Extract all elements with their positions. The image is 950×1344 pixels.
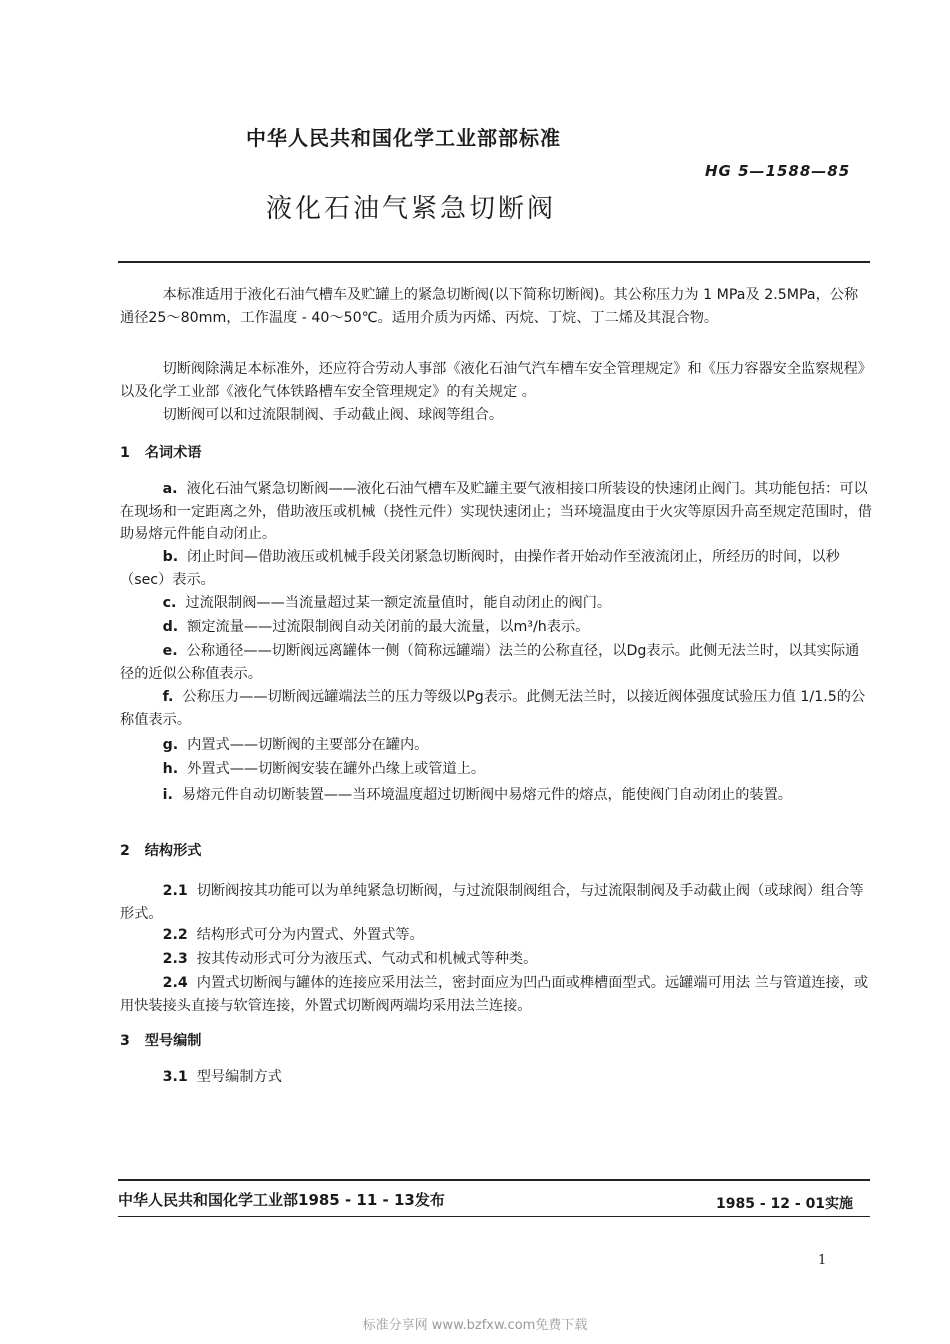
term-text: 内置式——切断阀的主要部分在罐内。	[187, 737, 429, 753]
issuing-organization: 中华人民共和国化学工业部部标准	[246, 126, 561, 150]
term-label: a.	[162, 481, 178, 497]
standard-code: HG 5—1588—85	[705, 162, 851, 180]
intro-paragraph: 切断阀除满足本标准外，还应符合劳动人事部《液化石油气汽车槽车安全管理规定》和《压力容器安全监察规程》以及化学工业部《液化气体铁路槽车安全管理规定》的有关规定 。	[120, 361, 872, 400]
clause-number: 2.1	[162, 883, 188, 899]
term-text: 液化石油气紧急切断阀——液化石油气槽车及贮罐主要气液相接口所装设的快速闭止阀门。其功能包括：可以在现场和一定距离之外，借助液压或机械（挠性元件）实现快速闭止；当环境温度由于火灾等原因升高至规定范围时，借助易熔元件能自动闭止。	[120, 481, 872, 542]
term-text: 公称通径——切断阀远离罐体一侧（简称远罐端）法兰的公称直径，以Dg表示。此侧无法兰时，以其实际通径的近似公称值表示。	[120, 643, 860, 682]
section-title: 结构形式	[144, 843, 202, 859]
section-title: 名词术语	[144, 445, 202, 461]
term-item	[120, 592, 872, 615]
clause-item	[120, 948, 872, 971]
term-label: f.	[162, 689, 174, 705]
term-label: d.	[162, 619, 179, 635]
clause-text: 内置式切断阀与罐体的连接应采用法兰，密封面应为凹凸面或榫槽面型式。远罐端可用法 兰与管道连接，或用快装接头直接与软管连接，外置式切断阀两端均采用法兰连接。	[120, 975, 869, 1014]
section-number: 1	[120, 445, 130, 461]
term-text: 额定流量——过流限制阀自动关闭前的最大流量，以m³/h表示。	[187, 619, 590, 635]
clause-item	[120, 924, 872, 947]
section-number: 3	[120, 1033, 130, 1049]
clause-text: 按其传动形式可分为液压式、气动式和机械式等种类。	[196, 951, 538, 967]
clause-text: 切断阀按其功能可以为单纯紧急切断阀，与过流限制阀组合，与过流限制阀及手动截止阀（或球阀）组合等形式。	[120, 883, 864, 922]
term-item	[120, 686, 872, 731]
intro-paragraph: 切断阀可以和过流限制阀、手动截止阀、球阀等组合。	[162, 407, 504, 423]
term-text: 闭止时间—借助液压或机械手段关闭紧急切断阀时，由操作者开始动作至液流闭止，所经历的时间，以秒（sec）表示。	[120, 549, 840, 588]
header-divider	[118, 261, 870, 263]
term-item	[120, 640, 872, 685]
section-heading	[120, 840, 872, 863]
term-label: h.	[162, 761, 179, 777]
term-text: 公称压力——切断阀远罐端法兰的压力等级以Pg表示。此侧无法兰时，以接近阀体强度试验压力值 1/1.5的公称值表示。	[120, 689, 866, 728]
section-heading	[120, 1030, 872, 1053]
term-label: b.	[162, 549, 179, 565]
term-item	[120, 546, 872, 591]
clause-number: 2.2	[162, 927, 188, 943]
term-item	[120, 784, 872, 807]
section-number: 2	[120, 843, 130, 859]
clause-text: 型号编制方式	[196, 1069, 282, 1085]
effective-date: 1985 - 12 - 01实施	[716, 1196, 854, 1212]
term-item	[120, 758, 872, 781]
term-label: e.	[162, 643, 178, 659]
document-title: 液化石油气紧急切断阀	[266, 194, 557, 224]
term-item	[120, 478, 872, 546]
clause-item	[120, 880, 872, 925]
footer-bottom-divider	[118, 1216, 870, 1217]
term-text: 易熔元件自动切断装置——当环境温度超过切断阀中易熔元件的熔点，能使阀门自动闭止的装置。	[181, 787, 792, 803]
intro-paragraph: 本标准适用于液化石油气槽车及贮罐上的紧急切断阀(以下简称切断阀)。其公称压力为 1 MPa及 2.5MPa，公称通径25～80mm，工作温度 - 40～50℃。适用介质为丙烯、丙烷、丁烷、丁二烯及其混合物。	[120, 287, 859, 326]
term-label: i.	[162, 787, 173, 803]
clause-text: 结构形式可分为内置式、外置式等。	[196, 927, 424, 943]
term-label: g.	[162, 737, 179, 753]
term-text: 过流限制阀——当流量超过某一额定流量值时，能自动闭止的阀门。	[185, 595, 612, 611]
footer-divider	[118, 1179, 870, 1181]
term-label: c.	[162, 595, 177, 611]
section-title: 型号编制	[144, 1033, 202, 1049]
watermark: 标准分享网 www.bzfxw.com免费下载	[362, 1318, 588, 1333]
term-item	[120, 616, 872, 639]
clause-number: 3.1	[162, 1069, 188, 1085]
term-text: 外置式——切断阀安装在罐外凸缘上或管道上。	[187, 761, 486, 777]
section-heading	[120, 442, 872, 465]
clause-item	[120, 972, 872, 1017]
issue-date: 中华人民共和国化学工业部1985 - 11 - 13发布	[118, 1191, 445, 1209]
clause-number: 2.3	[162, 951, 188, 967]
page-number: 1	[818, 1253, 827, 1268]
clause-number: 2.4	[162, 975, 188, 991]
term-item	[120, 734, 872, 757]
clause-item	[120, 1066, 872, 1089]
